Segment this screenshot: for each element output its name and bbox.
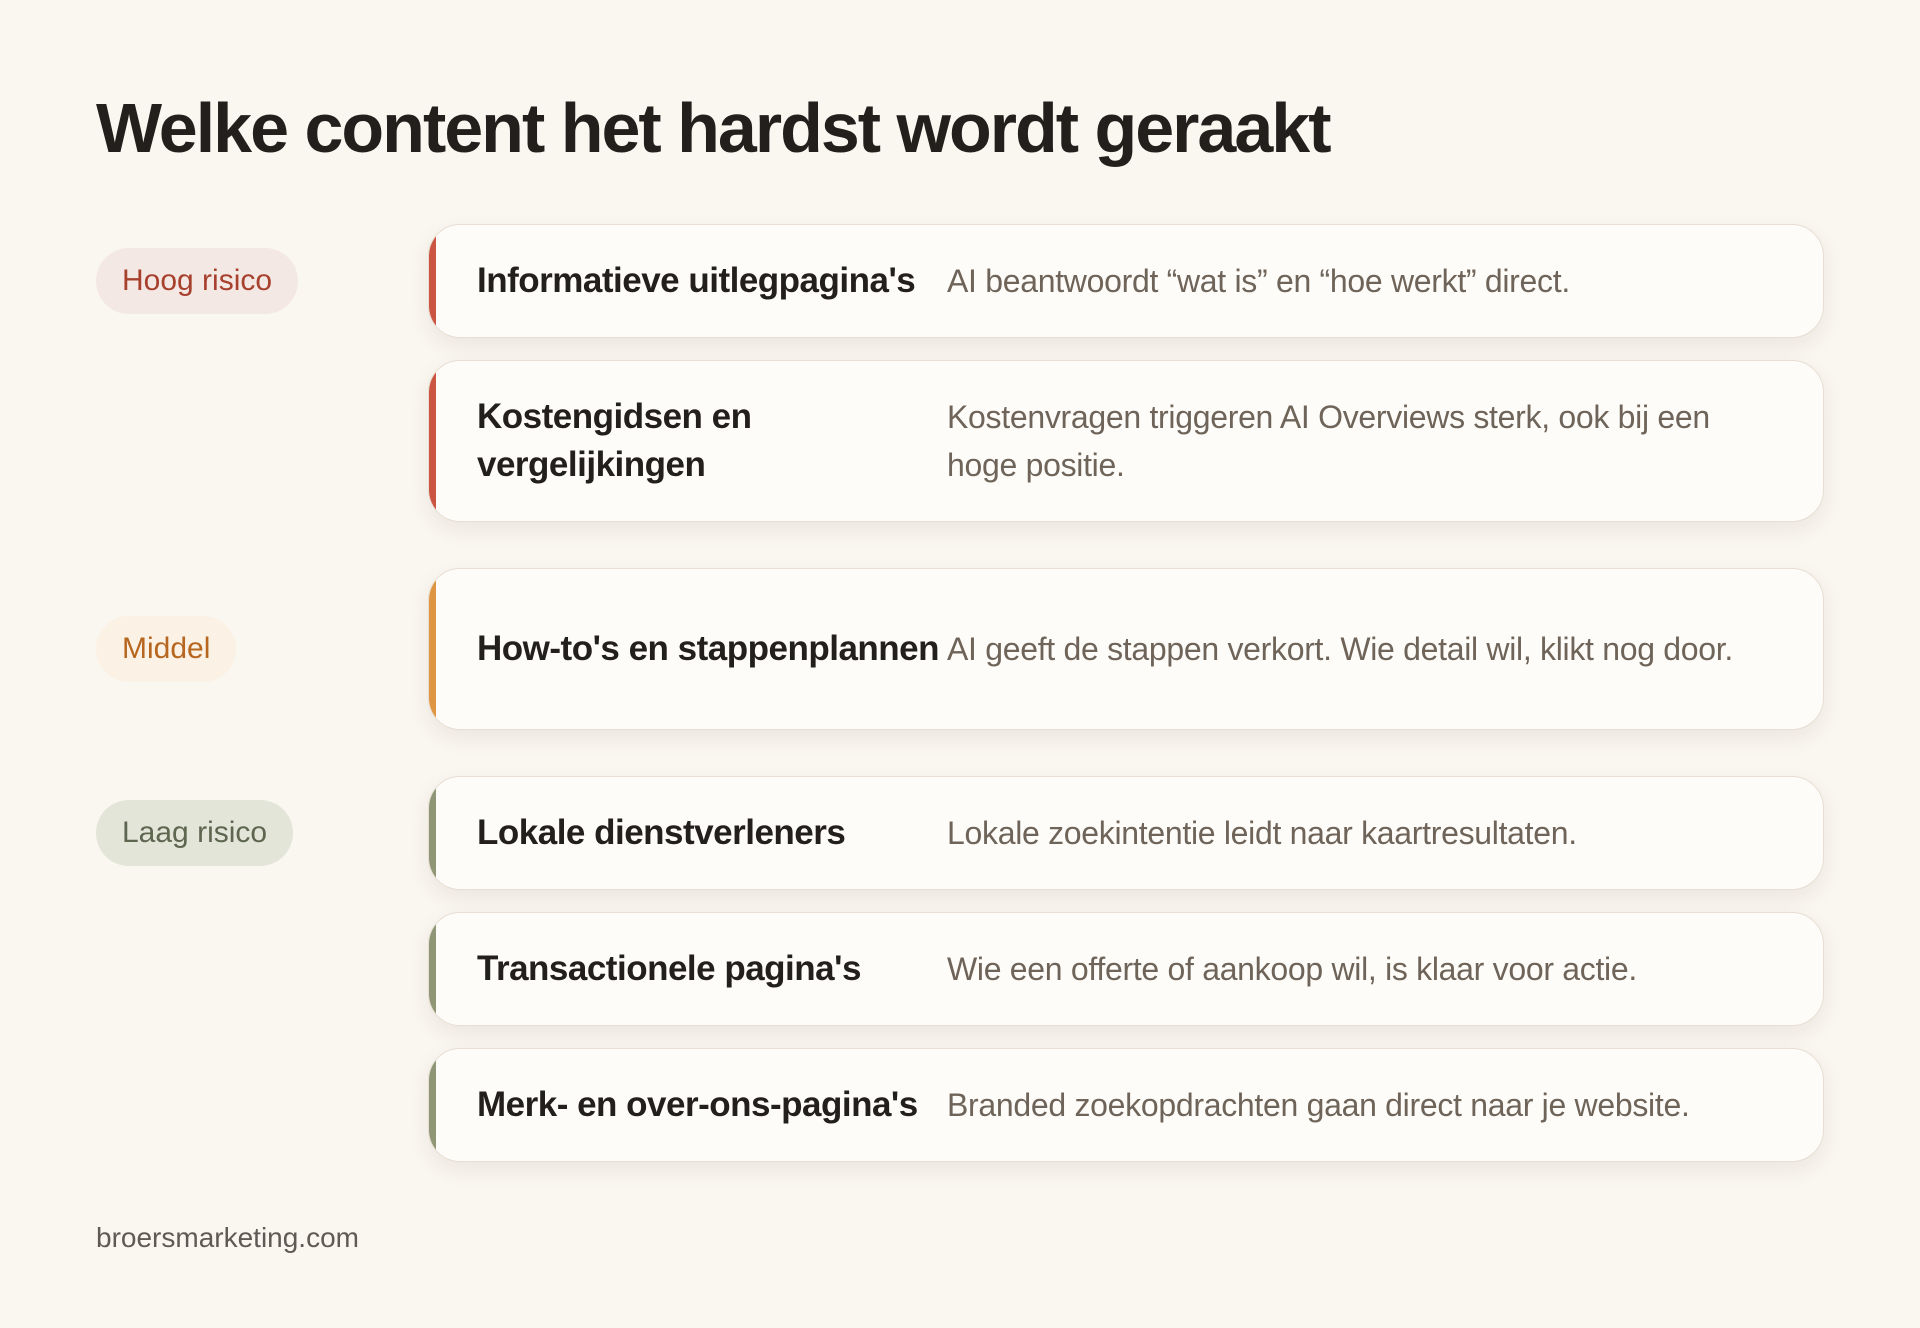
card-description: AI beantwoordt “wat is” en “hoe werkt” direct. <box>947 263 1570 299</box>
card-description: AI geeft de stappen verkort. Wie detail wil, klikt nog door. <box>947 631 1733 667</box>
content-card <box>428 360 1824 522</box>
card-description: Lokale zoekintentie leidt naar kaartresultaten. <box>947 815 1577 851</box>
risk-groups <box>96 224 1824 1162</box>
risk-badge-high: Hoog risico <box>96 248 298 314</box>
content-card <box>428 1048 1824 1162</box>
card-title: Informatieve uitlegpagina's <box>477 261 916 300</box>
content-card <box>428 568 1824 730</box>
card-list <box>428 224 1824 522</box>
content-card <box>428 224 1824 338</box>
card-description: Branded zoekopdrachten gaan direct naar je website. <box>947 1087 1690 1123</box>
card-title: Transactionele pagina's <box>477 949 861 988</box>
card-list <box>428 776 1824 1162</box>
risk-group-medium <box>96 568 1824 730</box>
card-title: Kostengidsen en vergelijkingen <box>477 397 752 484</box>
content-card <box>428 912 1824 1026</box>
risk-group-low <box>96 776 1824 1162</box>
footer-domain: broersmarketing.com <box>96 1222 359 1253</box>
risk-group-high <box>96 224 1824 522</box>
page-title: Welke content het hardst wordt geraakt <box>96 89 1330 167</box>
risk-badge-medium: Middel <box>96 616 236 682</box>
card-title: Lokale dienstverleners <box>477 813 846 852</box>
content-card <box>428 776 1824 890</box>
risk-badge-low: Laag risico <box>96 800 293 866</box>
card-list <box>428 568 1824 730</box>
card-title: Merk- en over-ons-pagina's <box>477 1085 918 1124</box>
card-description: Wie een offerte of aankoop wil, is klaar voor actie. <box>947 951 1637 987</box>
infographic <box>96 0 1824 1328</box>
card-description: Kostenvragen triggeren AI Overviews sterk, ook bij een hoge positie. <box>947 399 1710 483</box>
card-title: How-to's en stappenplannen <box>477 629 940 668</box>
